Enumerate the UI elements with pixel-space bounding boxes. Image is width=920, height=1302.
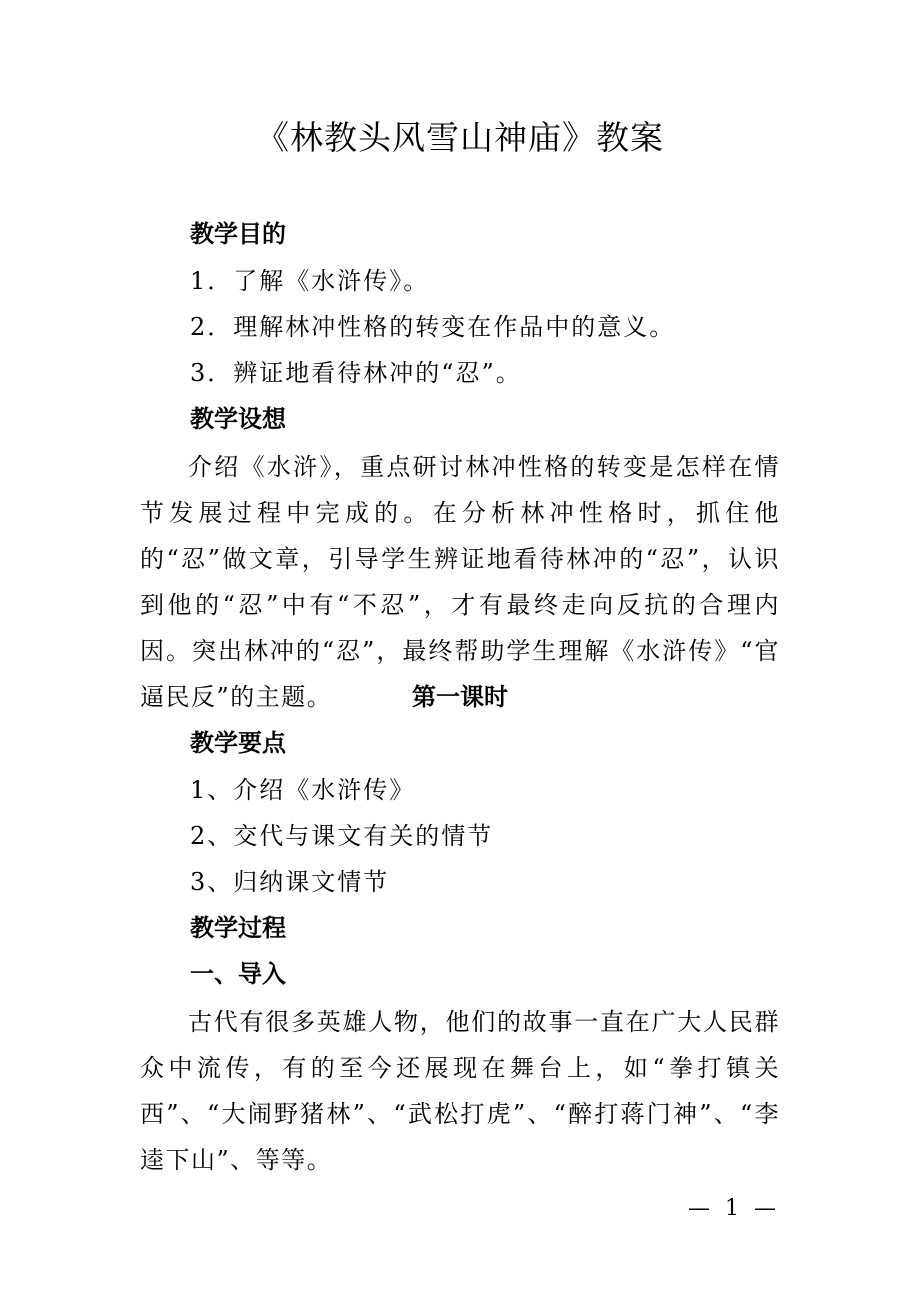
objectives-heading: 教学目的 (190, 220, 286, 248)
keypoint-item-1: 1、介绍《水浒传》 (190, 776, 416, 804)
step1-paragraph: 古代有很多英雄人物，他们的故事一直在广大人民群众中流传，有的至今还展现在舞台上，如“拳打镇关西”、“大闹野猪林”、“武松打虎”、“醉打蒋门神”、“李逵下山”、等等。 (140, 1008, 780, 1174)
keypoint-item-3: 3、归纳课文情节 (190, 868, 390, 896)
keypoints-heading: 教学要点 (190, 729, 286, 757)
concept-paragraph: 介绍《水浒》，重点研讨林冲性格的转变是怎样在情节发展过程中完成的。在分析林冲性格时，抓住他的“忍”做文章，引导学生辨证地看待林冲的“忍”，认识到他的“忍”中有“不忍”，才有最终走向反抗的合理内因。突出林冲的“忍”，最终帮助学生理解《水浒传》“官逼民反”的主题。 (140, 453, 780, 711)
document-title: 《林教头风雪山神庙》教案 (256, 118, 664, 157)
objective-item-1: 1．了解《水浒传》。 (190, 267, 430, 295)
process-heading: 教学过程 (190, 914, 286, 942)
objective-item-2: 2．理解林冲性格的转变在作品中的意义。 (190, 313, 676, 341)
page-number: — 1 — (688, 1196, 780, 1221)
concept-heading: 教学设想 (190, 405, 286, 433)
objective-item-3: 3．辨证地看待林冲的“忍”。 (190, 359, 522, 387)
lesson1-heading: 第一课时 (412, 683, 508, 711)
step1-heading: 一、导入 (190, 960, 286, 988)
keypoint-item-2: 2、交代与课文有关的情节 (190, 822, 494, 850)
